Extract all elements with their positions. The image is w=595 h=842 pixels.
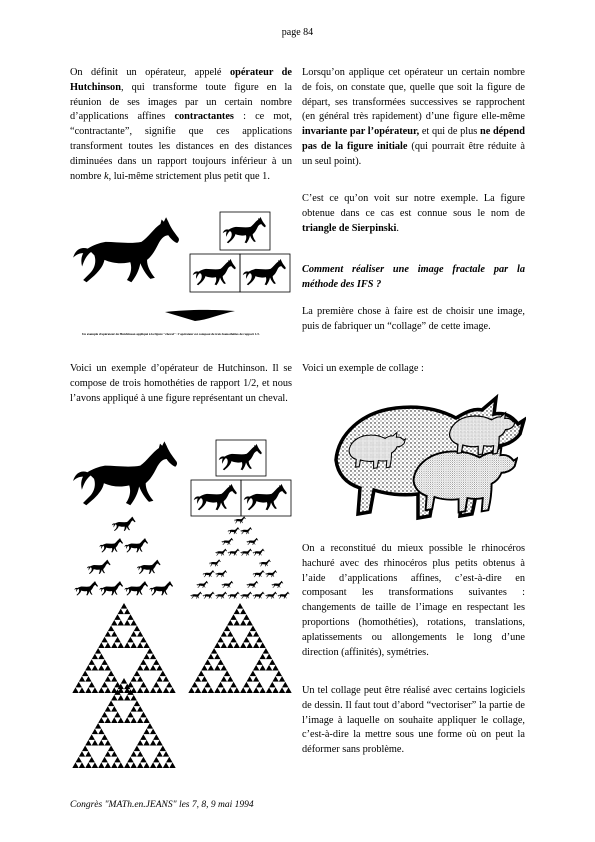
- horse-collage-image: [188, 210, 292, 306]
- figure-hutchinson-horse: [70, 210, 295, 360]
- bold-term-triangle-sierpinski: triangle de Sierpinski: [302, 222, 397, 234]
- swoosh-shape: [165, 308, 235, 322]
- bold-term-contractantes: contractantes: [174, 111, 234, 123]
- bold-term-invariante: invariante par l’opérateur,: [302, 126, 420, 138]
- right-paragraph-sierpinski: C’est ce qu’on voit sur notre exemple. La figure obtenue dans ce cas est connue sous le nom de triangle de Sierpinski.: [302, 193, 525, 234]
- iteration-0-horse: [72, 438, 182, 513]
- iteration-1-horses: [190, 438, 292, 518]
- left-paragraph-hutchinson-definition: On définit un opérateur, appelé opérateur de Hutchinson, qui transforme toute figure en la réunion de ses images par un certain nombre d’applications affines contractantes : ce mot, “contractante”, signifie que ces applications transforment toutes les distances en des distances diminuées dans un rapport toujours inférieur à un nombre k, lui-même strictement plus petit que 1.: [70, 67, 292, 182]
- right-paragraph-collage-intro: La première chose à faire est de choisir une image, puis de fabriquer un “collage” de cette image.: [302, 306, 525, 332]
- left-paragraph-example: Voici un exemple d’opérateur de Hutchinson. Il se compose de trois homothéties de rapport 1/2, et nous l’avons appliqué à une figure représentant un cheval.: [70, 363, 292, 404]
- sierpinski-triangle-right-top: [188, 603, 292, 693]
- iteration-3-horses: [188, 516, 292, 602]
- bold-term-operateur-hutchinson: opérateur de Hutchinson: [70, 67, 292, 93]
- right-paragraph-software: Un tel collage peut être réalisé avec certains logiciels de dessin. Il faut tout d’abord “vectoriser” la partie de l’image à laquelle on souhaite appliquer le collage, c’est-à-dire la mettre sous une forme où on peut la déformer sans problème.: [302, 685, 525, 756]
- figure-rhinoceros-collage: [326, 390, 526, 535]
- sierpinski-triangle-left-bottom: [72, 678, 176, 768]
- page-number: page 84: [281, 27, 314, 38]
- section-title-ifs: Comment réaliser une image fractale par la méthode des IFS ?: [302, 264, 525, 290]
- right-paragraph-rhinoceros: On a reconstitué du mieux possible le rhinocéros hachuré avec des rhinocéros plus petits obtenus à l’aide d’applications affines, c’est-à-dire en composant les transformations suivantes : changements de taille de l’image en respectant les proportions (homothéties), rotations, translations, aplatissements ou allongements le long d’une direction (affinités), symétries.: [302, 543, 525, 658]
- bold-term-ne-depend-pas: ne dépend pas de la figure initiale: [302, 126, 525, 152]
- figure-iterations-sierpinski: [70, 438, 295, 778]
- iteration-2-horses: [72, 516, 176, 602]
- right-paragraph-iteration: Lorsqu’on applique cet opérateur un certain nombre de fois, on constate que, quelle que soit la figure de départ, ses transformées successives se rapprochent (en général très rapidement) d’une figure elle-même invariante par l’opérateur, et qui de plus ne dépend pas de la figure initiale (qui pourrait être réduite à un seul point).: [302, 67, 525, 167]
- figure-caption-small: Un exemple d'opérateur de Hutchinson appliqué à la figure "cheval" : l'opérateur est composé de trois homothéties de rapport 1/2.: [82, 332, 260, 336]
- page-footer: Congrès "MATh.en.JEANS" les 7, 8, 9 mai 1994: [70, 800, 254, 810]
- rhinoceros-collage-image: [326, 390, 526, 535]
- right-paragraph-collage-example: Voici un exemple de collage :: [302, 363, 424, 374]
- horse-original-image: [72, 212, 184, 292]
